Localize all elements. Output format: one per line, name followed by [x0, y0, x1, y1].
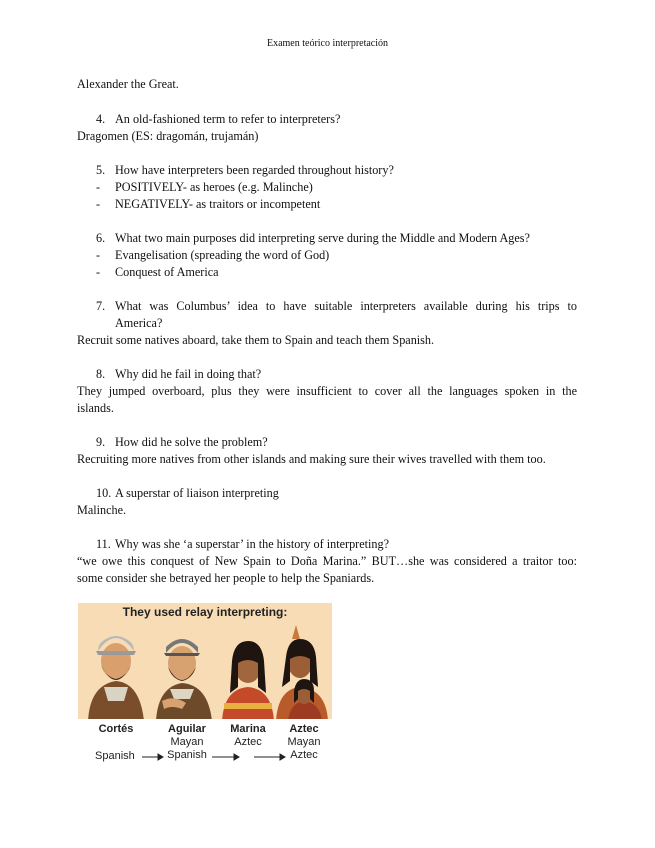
- flow-start-language: Spanish: [95, 750, 135, 762]
- answer-10: Malinche.: [77, 503, 127, 517]
- figure-title: They used relay interpreting:: [122, 605, 288, 619]
- page-header: Examen teórico interpretación: [266, 38, 389, 49]
- cortes-figure: [88, 636, 144, 721]
- question-6: [96, 230, 530, 247]
- question-number: 8.: [96, 367, 106, 381]
- question-9: [96, 434, 268, 451]
- question-7-number: 7.: [96, 299, 106, 313]
- question-text: How did he solve the problem?: [115, 435, 268, 449]
- question-4: [96, 111, 340, 128]
- question-5: [96, 162, 394, 179]
- aguilar-figure: [156, 639, 212, 721]
- question-text: Why was she ‘a superstar’ in the history of interpreting?: [115, 537, 390, 551]
- question-number: 5.: [96, 163, 106, 177]
- question-11: [96, 536, 389, 553]
- answer-4: Dragomen (ES: dragomán, trujamán): [77, 129, 259, 143]
- question-text-line1: What was Columbus’ idea to have suitable interpreters available during his trips to: [115, 299, 577, 313]
- people-illustration: [78, 603, 332, 721]
- answer-11-line2: some consider she betrayed her people to help the Spaniards.: [77, 571, 375, 585]
- person-aguilar: Aguilar Mayan Spanish: [167, 723, 207, 761]
- person-cortes: Cortés: [98, 723, 134, 735]
- question-number: 10.: [96, 486, 112, 500]
- answer-9: Recruiting more natives from other islands and making sure their wives travelled with them too.: [77, 452, 546, 466]
- question-text: How have interpreters been regarded throughout history?: [115, 163, 394, 177]
- answer-8-line2: islands.: [77, 401, 114, 415]
- arrow-icon: [280, 754, 285, 760]
- question-7: [115, 298, 577, 332]
- question-text: A superstar of liaison interpreting: [115, 486, 279, 500]
- arrow-icon: [158, 754, 163, 760]
- answer-8-line1: They jumped overboard, plus they were insufficient to cover all the languages spoken in the: [77, 384, 577, 398]
- previous-answer: Alexander the Great.: [77, 77, 179, 91]
- answer-7: Recruit some natives aboard, take them to Spain and teach them Spanish.: [77, 333, 435, 347]
- question-10: [96, 485, 279, 502]
- bullet-item: - POSITIVELY- as heroes (e.g. Malinche): [96, 180, 313, 194]
- bullet-item: - Conquest of America: [96, 265, 219, 279]
- question-number: 11.: [96, 537, 111, 551]
- question-number: 6.: [96, 231, 106, 245]
- question-number: 4.: [96, 112, 106, 126]
- bullet-item: - Evangelisation (spreading the word of God): [96, 248, 330, 262]
- bullet-item: - NEGATIVELY- as traitors or incompetent: [96, 197, 321, 211]
- relay-interpreting-illustration: [78, 603, 332, 766]
- question-text: What two main purposes did interpreting serve during the Middle and Modern Ages?: [115, 231, 530, 245]
- question-8: [96, 366, 261, 383]
- question-text: An old-fashioned term to refer to interpreters?: [115, 112, 341, 126]
- arrow-icon: [234, 754, 239, 760]
- marina-figure: [222, 641, 274, 721]
- relay-arrows: [78, 748, 332, 766]
- question-text-line2: America?: [115, 316, 163, 330]
- question-number: 9.: [96, 435, 106, 449]
- person-aztec: Aztec Mayan Aztec: [287, 723, 321, 761]
- question-text: Why did he fail in doing that?: [115, 367, 262, 381]
- answer-11-line1: “we owe this conquest of New Spain to Doña Marina.” BUT…she was considered a traitor too:: [77, 554, 577, 568]
- person-marina: Marina Aztec: [230, 723, 266, 748]
- aztec-figures: [276, 625, 328, 721]
